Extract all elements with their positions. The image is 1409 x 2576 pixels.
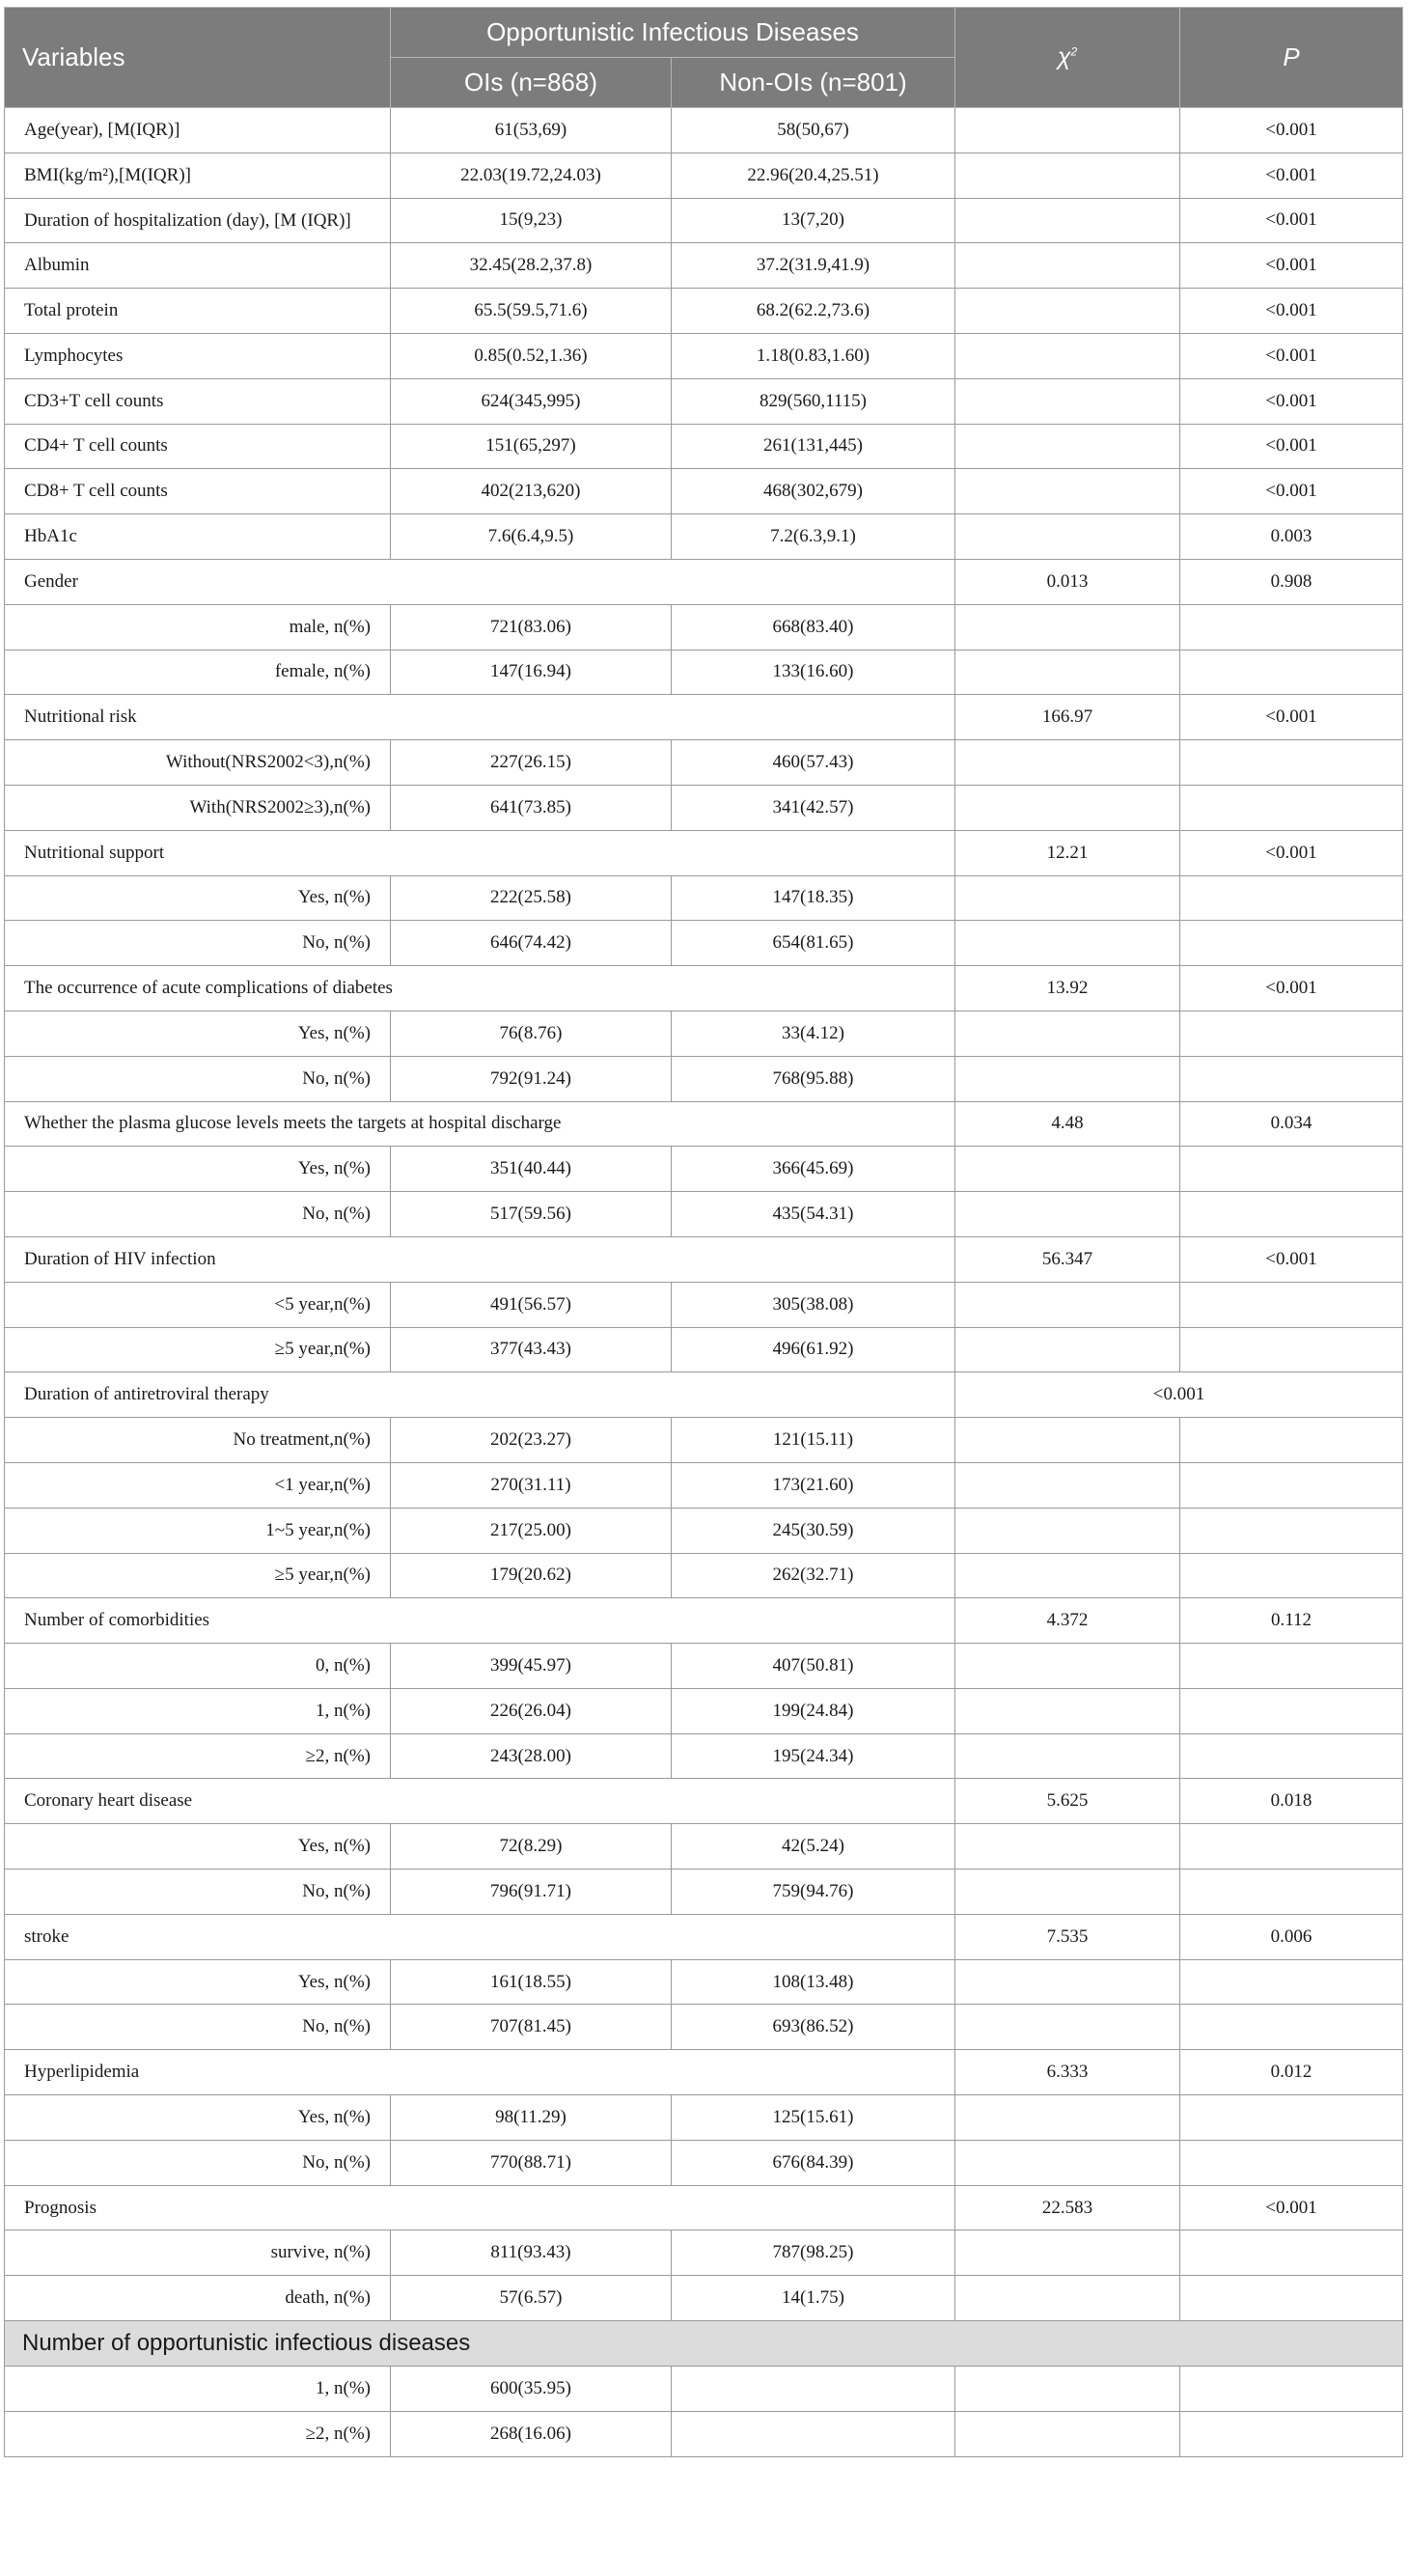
table-row — [5, 514, 1403, 560]
nonois-value: 1.18(0.83,1.60) — [672, 333, 955, 378]
group-row — [5, 559, 1403, 604]
group-row — [5, 830, 1403, 875]
group-row — [5, 2185, 1403, 2230]
header-ois: OIs (n=868) — [391, 58, 672, 108]
table-row — [5, 424, 1403, 469]
subgroup-row — [5, 1959, 1403, 2005]
group-label: Duration of HIV infection — [5, 1236, 955, 1282]
subgroup-label: <5 year,n(%) — [5, 1282, 391, 1327]
results-table — [4, 7, 1403, 2457]
ois-value: 61(53,69) — [391, 108, 672, 153]
ois-value: 243(28.00) — [391, 1733, 672, 1779]
p-value: <0.001 — [1180, 2185, 1403, 2230]
ois-value: 792(91.24) — [391, 1056, 672, 1101]
subgroup-label: 1, n(%) — [5, 1688, 391, 1733]
subgroup-row — [5, 604, 1403, 650]
ois-value: 491(56.57) — [391, 1282, 672, 1327]
ois-value: 707(81.45) — [391, 2005, 672, 2050]
nonois-value: 22.96(20.4,25.51) — [672, 152, 955, 198]
subgroup-label: No, n(%) — [5, 921, 391, 966]
chi-value — [955, 1147, 1180, 1192]
subgroup-label: Without(NRS2002<3),n(%) — [5, 740, 391, 786]
subgroup-label: survive, n(%) — [5, 2230, 391, 2276]
ois-value: 646(74.42) — [391, 921, 672, 966]
subgroup-label: No, n(%) — [5, 2140, 391, 2185]
subgroup-label: Yes, n(%) — [5, 875, 391, 921]
p-value — [1180, 1959, 1403, 2005]
subgroup-label: ≥2, n(%) — [5, 1733, 391, 1779]
subgroup-row — [5, 1870, 1403, 1915]
nonois-value: 125(15.61) — [672, 2095, 955, 2141]
chi-value — [955, 2095, 1180, 2141]
chi-value — [955, 650, 1180, 695]
subgroup-row — [5, 875, 1403, 921]
subgroup-row — [5, 1147, 1403, 1192]
subgroup-row — [5, 2005, 1403, 2050]
variable-label: Duration of hospitalization (day), [M (IQR)] — [5, 198, 391, 243]
chi-value — [955, 1192, 1180, 1237]
p-value — [1180, 1688, 1403, 1733]
chi-value — [955, 2367, 1180, 2412]
nonois-value: 496(61.92) — [672, 1327, 955, 1372]
group-label: stroke — [5, 1914, 955, 1959]
subgroup-label: ≥5 year,n(%) — [5, 1327, 391, 1372]
chi-value — [955, 1959, 1180, 2005]
table-row — [5, 108, 1403, 153]
subgroup-row — [5, 650, 1403, 695]
subgroup-label: No treatment,n(%) — [5, 1418, 391, 1463]
p-value: <0.001 — [1180, 243, 1403, 289]
nonois-value: 407(50.81) — [672, 1644, 955, 1689]
subgroup-label: 0, n(%) — [5, 1644, 391, 1689]
p-value: 0.034 — [1180, 1101, 1403, 1147]
subgroup-row — [5, 1553, 1403, 1598]
ois-value: 270(31.11) — [391, 1462, 672, 1508]
p-value — [1180, 1733, 1403, 1779]
p-value — [1180, 2095, 1403, 2141]
variable-label: Total protein — [5, 289, 391, 334]
nonois-value: 42(5.24) — [672, 1824, 955, 1870]
nonois-value: 133(16.60) — [672, 650, 955, 695]
chi-value — [955, 2005, 1180, 2050]
subgroup-row — [5, 921, 1403, 966]
nonois-value: 121(15.11) — [672, 1418, 955, 1463]
nonois-value: 668(83.40) — [672, 604, 955, 650]
ois-value: 222(25.58) — [391, 875, 672, 921]
variable-label: Age(year), [M(IQR)] — [5, 108, 391, 153]
chi-value — [955, 1418, 1180, 1463]
nonois-value: 768(95.88) — [672, 1056, 955, 1101]
ois-value: 770(88.71) — [391, 2140, 672, 2185]
table-header — [5, 8, 1403, 108]
group-row — [5, 1372, 1403, 1418]
subgroup-label: Yes, n(%) — [5, 1824, 391, 1870]
p-value — [1180, 1508, 1403, 1553]
section-label: Number of opportunistic infectious diseases — [5, 2321, 1403, 2367]
ois-value: 268(16.06) — [391, 2411, 672, 2456]
header-p: P — [1180, 8, 1403, 108]
variable-label: CD3+T cell counts — [5, 378, 391, 424]
p-value: <0.001 — [1180, 289, 1403, 334]
ois-value: 161(18.55) — [391, 1959, 672, 2005]
subgroup-label: Yes, n(%) — [5, 1147, 391, 1192]
p-value — [1180, 1327, 1403, 1372]
chi-value: 12.21 — [955, 830, 1180, 875]
ois-value: 151(65,297) — [391, 424, 672, 469]
chi-value — [955, 1553, 1180, 1598]
nonois-value: 68.2(62.2,73.6) — [672, 289, 955, 334]
p-value — [1180, 2140, 1403, 2185]
nonois-value: 366(45.69) — [672, 1147, 955, 1192]
nonois-value: 305(38.08) — [672, 1282, 955, 1327]
group-row — [5, 966, 1403, 1011]
header-group: Opportunistic Infectious Diseases — [391, 8, 955, 58]
p-value — [1180, 921, 1403, 966]
section-row — [5, 2321, 1403, 2367]
chi-value — [955, 2140, 1180, 2185]
table-row — [5, 289, 1403, 334]
ois-value: 227(26.15) — [391, 740, 672, 786]
p-value — [1180, 2005, 1403, 2050]
nonois-value: 759(94.76) — [672, 1870, 955, 1915]
subgroup-row — [5, 1418, 1403, 1463]
chi-value — [955, 333, 1180, 378]
subgroup-row — [5, 785, 1403, 830]
chi-value — [955, 1870, 1180, 1915]
subgroup-row — [5, 1733, 1403, 1779]
header-nonois: Non-OIs (n=801) — [672, 58, 955, 108]
variable-label: Albumin — [5, 243, 391, 289]
p-value: <0.001 — [1180, 108, 1403, 153]
ois-value: 22.03(19.72,24.03) — [391, 152, 672, 198]
subgroup-row — [5, 1327, 1403, 1372]
chi-value — [955, 1327, 1180, 1372]
table-row — [5, 152, 1403, 198]
variable-label: CD8+ T cell counts — [5, 469, 391, 514]
p-value — [1180, 1462, 1403, 1508]
variable-label: HbA1c — [5, 514, 391, 560]
group-row — [5, 2050, 1403, 2095]
nonois-value — [672, 2367, 955, 2412]
nonois-value: 341(42.57) — [672, 785, 955, 830]
subgroup-label: 1, n(%) — [5, 2367, 391, 2412]
table-row — [5, 378, 1403, 424]
ois-value: 65.5(59.5,71.6) — [391, 289, 672, 334]
chi-value — [955, 108, 1180, 153]
table-row — [5, 198, 1403, 243]
p-value: 0.003 — [1180, 514, 1403, 560]
ois-value: 624(345,995) — [391, 378, 672, 424]
chi-value: 0.013 — [955, 559, 1180, 604]
chi-value — [955, 2411, 1180, 2456]
ois-value: 15(9,23) — [391, 198, 672, 243]
p-value: <0.001 — [1180, 966, 1403, 1011]
chi-value — [955, 378, 1180, 424]
subgroup-row — [5, 1011, 1403, 1056]
p-value: 0.012 — [1180, 2050, 1403, 2095]
chi-value: 22.583 — [955, 2185, 1180, 2230]
header-chi-square — [955, 8, 1180, 108]
subgroup-label: <1 year,n(%) — [5, 1462, 391, 1508]
chi-value — [955, 424, 1180, 469]
subgroup-row — [5, 1688, 1403, 1733]
chi-value: 166.97 — [955, 695, 1180, 740]
subgroup-label: female, n(%) — [5, 650, 391, 695]
chi-value — [955, 1644, 1180, 1689]
p-value: <0.001 — [1180, 333, 1403, 378]
subgroup-row — [5, 1282, 1403, 1327]
chi-value — [955, 2230, 1180, 2276]
p-value — [1180, 1644, 1403, 1689]
ois-value: 600(35.95) — [391, 2367, 672, 2412]
p-value — [1180, 1192, 1403, 1237]
p-value — [1180, 2367, 1403, 2412]
subgroup-label: ≥5 year,n(%) — [5, 1553, 391, 1598]
p-value: <0.001 — [1180, 695, 1403, 740]
group-label: Nutritional risk — [5, 695, 955, 740]
chi-value: 4.48 — [955, 1101, 1180, 1147]
subgroup-label: No, n(%) — [5, 1870, 391, 1915]
chi-symbol: χ — [1057, 43, 1071, 70]
p-value — [1180, 1147, 1403, 1192]
p-value: <0.001 — [1180, 152, 1403, 198]
subgroup-label: male, n(%) — [5, 604, 391, 650]
ois-value: 721(83.06) — [391, 604, 672, 650]
ois-value: 796(91.71) — [391, 1870, 672, 1915]
group-label: Nutritional support — [5, 830, 955, 875]
ois-value: 226(26.04) — [391, 1688, 672, 1733]
chi-value: 4.372 — [955, 1598, 1180, 1644]
p-value: <0.001 — [1180, 1236, 1403, 1282]
group-row — [5, 1598, 1403, 1644]
subgroup-label: Yes, n(%) — [5, 1011, 391, 1056]
group-row — [5, 1914, 1403, 1959]
p-value — [1180, 650, 1403, 695]
subgroup-label: With(NRS2002≥3),n(%) — [5, 785, 391, 830]
subgroup-row — [5, 2140, 1403, 2185]
ois-value: 98(11.29) — [391, 2095, 672, 2141]
ois-value: 399(45.97) — [391, 1644, 672, 1689]
p-value — [1180, 1011, 1403, 1056]
p-value — [1180, 1553, 1403, 1598]
nonois-value: 37.2(31.9,41.9) — [672, 243, 955, 289]
subgroup-label: No, n(%) — [5, 1056, 391, 1101]
subgroup-row — [5, 2367, 1403, 2412]
chi-value: 7.535 — [955, 1914, 1180, 1959]
p-value — [1180, 1056, 1403, 1101]
subgroup-row — [5, 2230, 1403, 2276]
p-value — [1180, 1870, 1403, 1915]
p-value: <0.001 — [1180, 198, 1403, 243]
chi-value — [955, 875, 1180, 921]
table-row — [5, 243, 1403, 289]
nonois-value: 787(98.25) — [672, 2230, 955, 2276]
nonois-value: 460(57.43) — [672, 740, 955, 786]
group-label: Whether the plasma glucose levels meets the targets at hospital discharge — [5, 1101, 955, 1147]
chi-value — [955, 243, 1180, 289]
nonois-value: 173(21.60) — [672, 1462, 955, 1508]
chi-value — [955, 1733, 1180, 1779]
chi-value — [955, 469, 1180, 514]
subgroup-row — [5, 1462, 1403, 1508]
group-row — [5, 1101, 1403, 1147]
p-value — [1180, 1418, 1403, 1463]
subgroup-label: 1~5 year,n(%) — [5, 1508, 391, 1553]
ois-value: 76(8.76) — [391, 1011, 672, 1056]
subgroup-label: No, n(%) — [5, 2005, 391, 2050]
chi-value — [955, 1282, 1180, 1327]
nonois-value: 7.2(6.3,9.1) — [672, 514, 955, 560]
ois-value: 0.85(0.52,1.36) — [391, 333, 672, 378]
subgroup-row — [5, 2276, 1403, 2321]
ois-value: 217(25.00) — [391, 1508, 672, 1553]
chi-value: 6.333 — [955, 2050, 1180, 2095]
ois-value: 402(213,620) — [391, 469, 672, 514]
nonois-value: 245(30.59) — [672, 1508, 955, 1553]
chi-value: 56.347 — [955, 1236, 1180, 1282]
variable-label: CD4+ T cell counts — [5, 424, 391, 469]
chi-value — [955, 289, 1180, 334]
p-value — [1180, 785, 1403, 830]
p-value — [1180, 875, 1403, 921]
variable-label: Lymphocytes — [5, 333, 391, 378]
subgroup-row — [5, 1056, 1403, 1101]
subgroup-row — [5, 1192, 1403, 1237]
ois-value: 641(73.85) — [391, 785, 672, 830]
chi-superscript: 2 — [1070, 44, 1078, 59]
chi-value — [955, 514, 1180, 560]
p-value: 0.112 — [1180, 1598, 1403, 1644]
p-value — [1180, 1824, 1403, 1870]
subgroup-row — [5, 2411, 1403, 2456]
subgroup-label: death, n(%) — [5, 2276, 391, 2321]
ois-value: 811(93.43) — [391, 2230, 672, 2276]
nonois-value: 693(86.52) — [672, 2005, 955, 2050]
chi-value — [955, 1824, 1180, 1870]
chi-value: 5.625 — [955, 1779, 1180, 1824]
nonois-value: 108(13.48) — [672, 1959, 955, 2005]
nonois-value: 468(302,679) — [672, 469, 955, 514]
variable-label: BMI(kg/m²),[M(IQR)] — [5, 152, 391, 198]
nonois-value: 195(24.34) — [672, 1733, 955, 1779]
group-label: Hyperlipidemia — [5, 2050, 955, 2095]
subgroup-label: No, n(%) — [5, 1192, 391, 1237]
ois-value: 517(59.56) — [391, 1192, 672, 1237]
nonois-value: 58(50,67) — [672, 108, 955, 153]
group-label: Gender — [5, 559, 955, 604]
p-value — [1180, 740, 1403, 786]
subgroup-label: ≥2, n(%) — [5, 2411, 391, 2456]
nonois-value — [672, 2411, 955, 2456]
nonois-value: 13(7,20) — [672, 198, 955, 243]
nonois-value: 261(131,445) — [672, 424, 955, 469]
group-label: Prognosis — [5, 2185, 955, 2230]
subgroup-row — [5, 1644, 1403, 1689]
p-value: 0.006 — [1180, 1914, 1403, 1959]
chi-value — [955, 1688, 1180, 1733]
chi-value — [955, 604, 1180, 650]
table-row — [5, 469, 1403, 514]
ois-value: 179(20.62) — [391, 1553, 672, 1598]
table-body — [5, 108, 1403, 2457]
subgroup-label: Yes, n(%) — [5, 2095, 391, 2141]
group-row — [5, 1236, 1403, 1282]
p-value: <0.001 — [1180, 424, 1403, 469]
chi-value — [955, 785, 1180, 830]
ois-value: 57(6.57) — [391, 2276, 672, 2321]
nonois-value: 829(560,1115) — [672, 378, 955, 424]
chi-value — [955, 740, 1180, 786]
p-value — [1180, 2230, 1403, 2276]
nonois-value: 14(1.75) — [672, 2276, 955, 2321]
chi-value — [955, 2276, 1180, 2321]
subgroup-row — [5, 1824, 1403, 1870]
nonois-value: 262(32.71) — [672, 1553, 955, 1598]
nonois-value: 33(4.12) — [672, 1011, 955, 1056]
p-value: <0.001 — [1180, 469, 1403, 514]
group-row — [5, 1779, 1403, 1824]
header-variables: Variables — [5, 8, 391, 108]
ois-value: 72(8.29) — [391, 1824, 672, 1870]
p-value — [1180, 1282, 1403, 1327]
subgroup-row — [5, 2095, 1403, 2141]
group-row — [5, 695, 1403, 740]
p-value: <0.001 — [1180, 378, 1403, 424]
nonois-value: 199(24.84) — [672, 1688, 955, 1733]
chi-value: 13.92 — [955, 966, 1180, 1011]
p-value — [1180, 2276, 1403, 2321]
chi-value: <0.001 — [955, 1372, 1403, 1418]
p-value — [1180, 604, 1403, 650]
chi-value — [955, 152, 1180, 198]
ois-value: 147(16.94) — [391, 650, 672, 695]
chi-value — [955, 1508, 1180, 1553]
chi-value — [955, 1011, 1180, 1056]
p-value: 0.018 — [1180, 1779, 1403, 1824]
chi-value — [955, 1056, 1180, 1101]
subgroup-row — [5, 1508, 1403, 1553]
ois-value: 351(40.44) — [391, 1147, 672, 1192]
subgroup-label: Yes, n(%) — [5, 1959, 391, 2005]
ois-value: 202(23.27) — [391, 1418, 672, 1463]
chi-value — [955, 921, 1180, 966]
subgroup-row — [5, 740, 1403, 786]
group-label: The occurrence of acute complications of diabetes — [5, 966, 955, 1011]
nonois-value: 147(18.35) — [672, 875, 955, 921]
p-value: <0.001 — [1180, 830, 1403, 875]
group-label: Number of comorbidities — [5, 1598, 955, 1644]
nonois-value: 654(81.65) — [672, 921, 955, 966]
table-row — [5, 333, 1403, 378]
nonois-value: 676(84.39) — [672, 2140, 955, 2185]
ois-value: 7.6(6.4,9.5) — [391, 514, 672, 560]
ois-value: 32.45(28.2,37.8) — [391, 243, 672, 289]
ois-value: 377(43.43) — [391, 1327, 672, 1372]
chi-value — [955, 1462, 1180, 1508]
chi-value — [955, 198, 1180, 243]
nonois-value: 435(54.31) — [672, 1192, 955, 1237]
group-label: Coronary heart disease — [5, 1779, 955, 1824]
group-label: Duration of antiretroviral therapy — [5, 1372, 955, 1418]
p-value: 0.908 — [1180, 559, 1403, 604]
p-value — [1180, 2411, 1403, 2456]
